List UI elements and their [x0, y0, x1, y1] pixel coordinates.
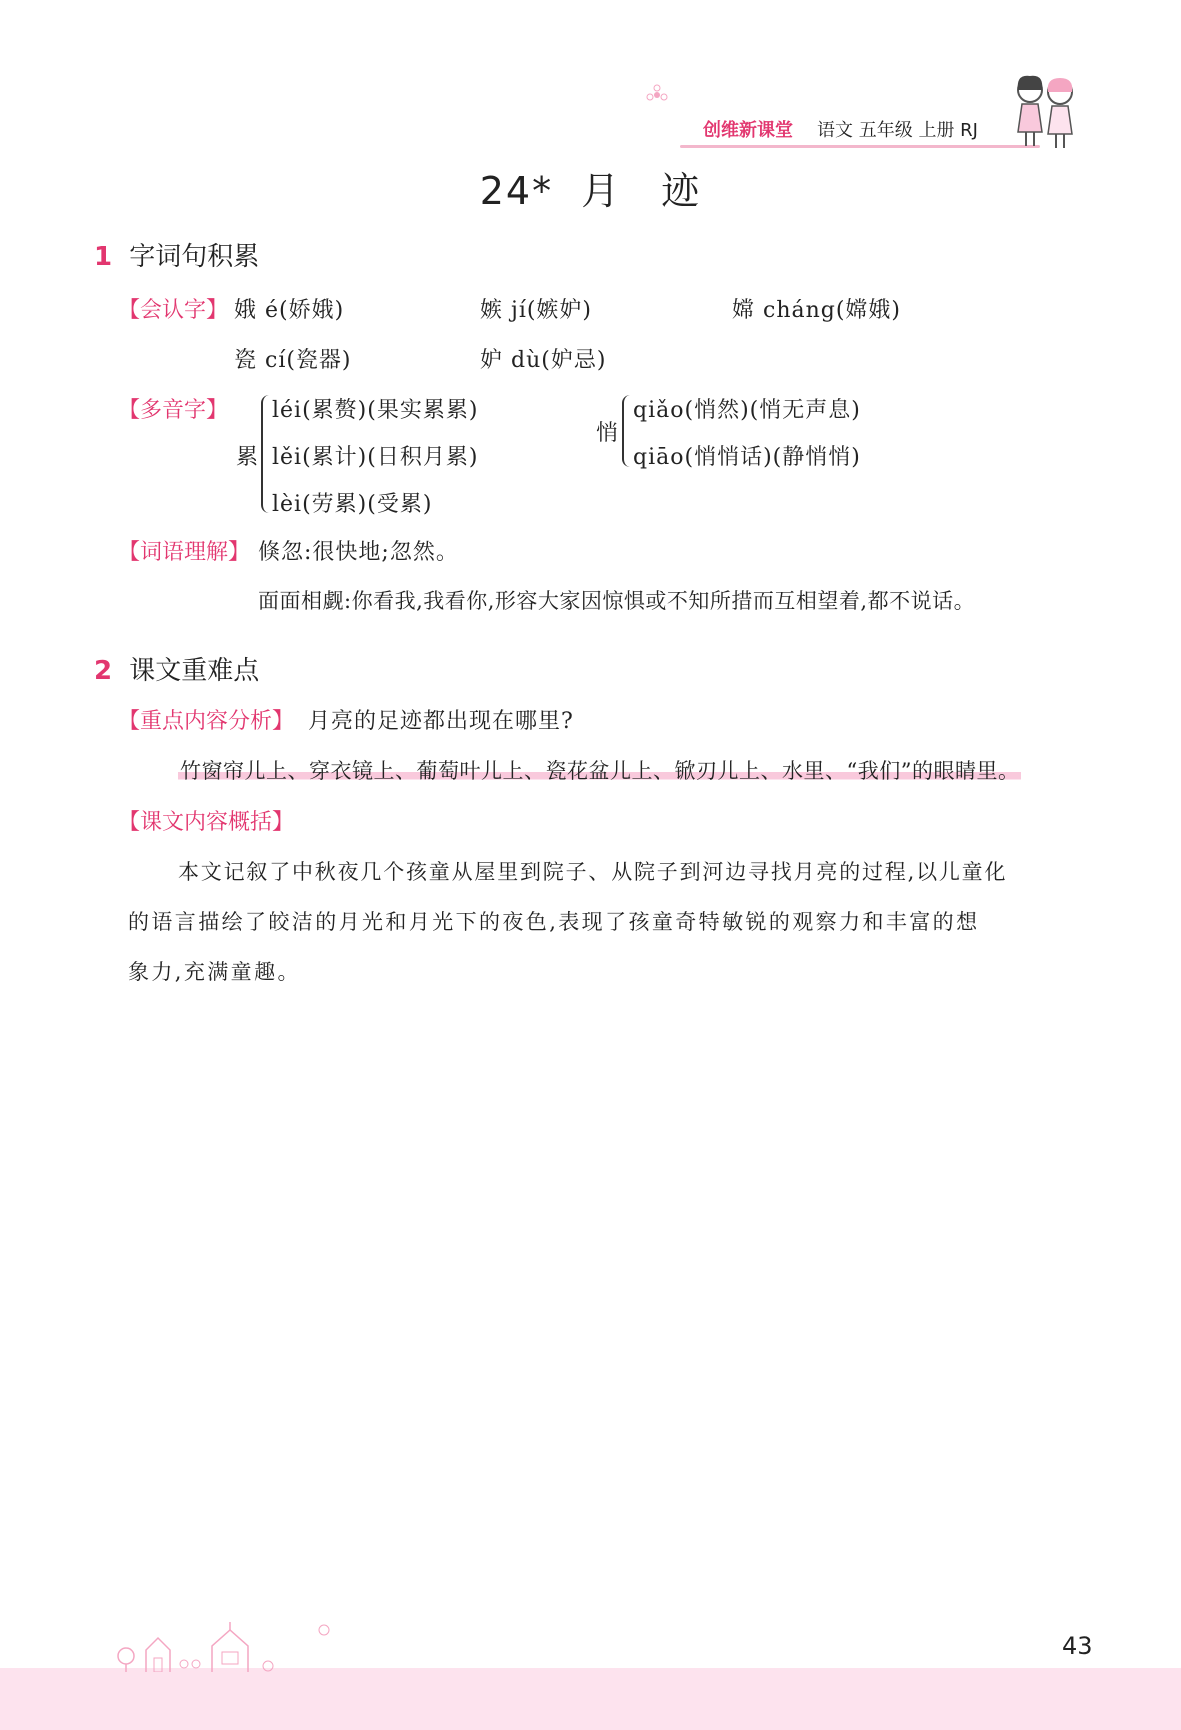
- polyphonic-char: 悄: [596, 421, 620, 446]
- words-tag: 【词语理解】: [118, 540, 251, 565]
- analysis-answer: [178, 755, 1021, 785]
- lesson-number: 24*: [479, 169, 554, 213]
- word-definition: 面面相觑:你看我,我看你,形容大家因惊惧或不知所措而互相望着,都不说话。: [258, 589, 976, 613]
- brace: [622, 395, 632, 467]
- summary-line: 的语言描绘了皎洁的月光和月光下的夜色,表现了孩童奇特敏锐的观察力和丰富的想: [128, 910, 980, 934]
- section1-heading: [94, 236, 259, 273]
- recognize-item: 嫦 cháng(嫦娥): [732, 298, 902, 323]
- polyphonic-reading: léi(累赘)(果实累累): [272, 398, 479, 423]
- footer-band: [0, 1668, 1181, 1730]
- lesson-name: 月 迹: [581, 169, 702, 213]
- polyphonic-reading: lěi(累计)(日积月累): [272, 445, 479, 470]
- recognize-item: 嫉 jí(嫉妒): [480, 298, 593, 323]
- section1-number: 1: [94, 242, 113, 272]
- section2-number: 2: [94, 656, 113, 686]
- summary-line: 本文记叙了中秋夜几个孩童从屋里到院子、从院子到河边寻找月亮的过程,以儿童化: [178, 860, 1008, 884]
- header-divider: [680, 145, 1040, 148]
- polyphonic-reading: qiāo(悄悄话)(静悄悄): [633, 445, 861, 470]
- analysis-question: 月亮的足迹都出现在哪里?: [308, 709, 574, 734]
- recognize-item: 妒 dù(妒忌): [480, 348, 607, 373]
- section1-title: 字词句积累: [129, 242, 260, 272]
- page-number: 43: [1062, 1632, 1093, 1660]
- polyphonic-tag: 【多音字】: [118, 398, 229, 423]
- summary-line: 象力,充满童趣。: [128, 960, 301, 984]
- header-info: 语文 五年级 上册 RJ: [817, 120, 978, 141]
- brace: [261, 395, 271, 513]
- recognize-item: 娥 é(娇娥): [234, 298, 345, 323]
- word-definition: 倏忽:很快地;忽然。: [258, 540, 459, 565]
- section2-heading: [94, 650, 259, 687]
- town-skyline-icon: [112, 1620, 372, 1672]
- summary-tag: 【课文内容概括】: [118, 810, 295, 835]
- girls-illustration-icon: [1000, 70, 1090, 152]
- polyphonic-reading: lèi(劳累)(受累): [272, 492, 433, 517]
- section2-title: 课文重难点: [129, 656, 260, 686]
- flower-icon: [646, 84, 668, 106]
- analysis-tag: 【重点内容分析】: [118, 709, 295, 734]
- recognize-tag: 【会认字】: [118, 298, 229, 323]
- recognize-item: 瓷 cí(瓷器): [234, 348, 352, 373]
- highlighted-answer: 竹窗帘儿上、穿衣镜上、葡萄叶儿上、瓷花盆儿上、锨刃儿上、水里、“我们”的眼睛里。: [180, 759, 1020, 783]
- header-series: 创维新课堂: [703, 120, 793, 141]
- polyphonic-reading: qiǎo(悄然)(悄无声息): [633, 398, 861, 423]
- lesson-title: [0, 160, 1181, 215]
- polyphonic-char: 累: [236, 445, 260, 470]
